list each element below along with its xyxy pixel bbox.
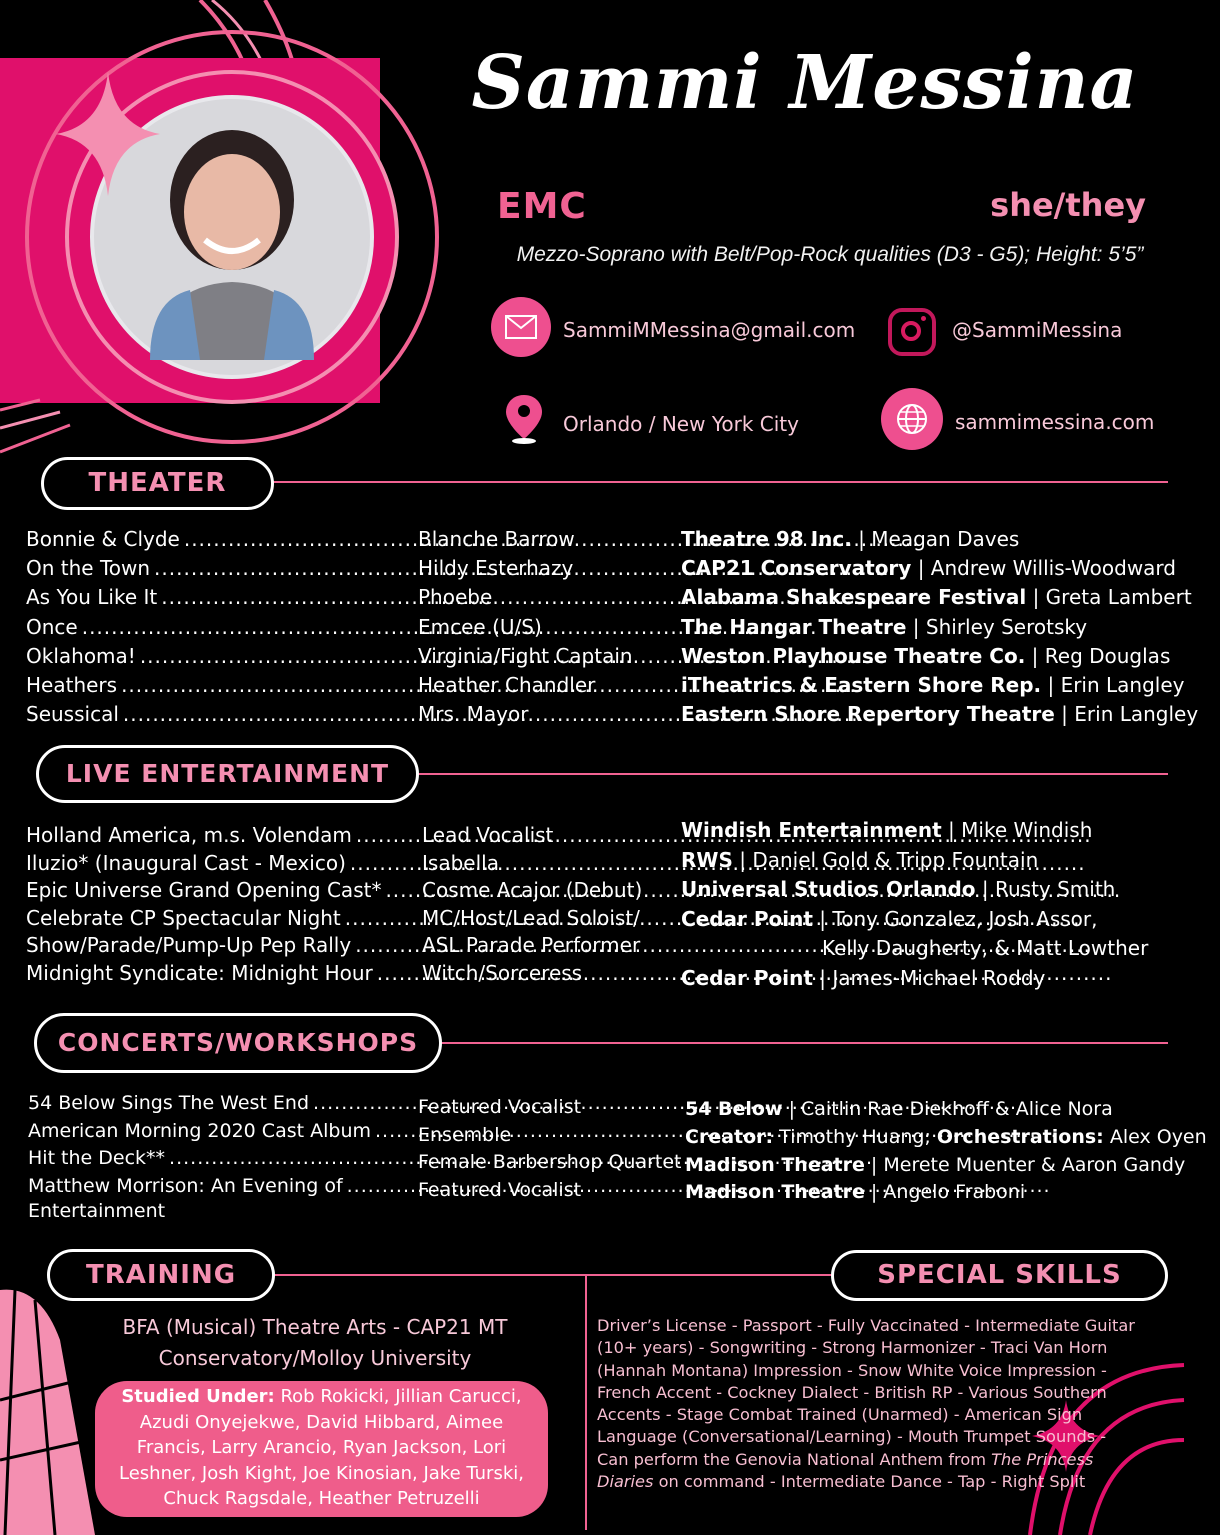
director-name: | Meagan Daves bbox=[851, 527, 1020, 551]
instagram-icon bbox=[888, 308, 936, 356]
show-title: On the Town bbox=[26, 556, 151, 581]
director-name: | Greta Lambert bbox=[1026, 585, 1192, 610]
credit-role: Cosme Acajor (Debut) bbox=[422, 878, 643, 902]
credit-role: Virginia/Fight Captain bbox=[418, 643, 633, 668]
studied-under-label: Studied Under: bbox=[121, 1386, 275, 1407]
director-name: | Reg Douglas bbox=[1025, 643, 1171, 668]
credit-role: Hildy Esterhazy bbox=[418, 556, 574, 581]
voice-type: Mezzo-Soprano with Belt/Pop-Rock qualities (D3 - G5); Height: 5’5” bbox=[516, 243, 1144, 266]
credit-role: Blanche Barrow bbox=[418, 527, 575, 551]
credit-company bbox=[685, 1154, 1185, 1176]
credit-show: Entertainment bbox=[28, 1200, 166, 1222]
credit-role: ASL Parade Performer bbox=[422, 933, 641, 957]
director-name: | Daniel Gold & Tripp Fountain bbox=[732, 847, 1039, 872]
section-header-special-skills: SPECIAL SKILLS bbox=[831, 1250, 1168, 1301]
studied-under-names: Rob Rokicki, Jillian Carucci, Azudi Onyejekwe, David Hibbard, Aimee Francis, Larry Arancio, Ryan Jackson, Lori Leshner, Josh Kight, Joe Kinosian, Jake Turski, Chuck Ragsdale, Heather Petruzelli bbox=[119, 1386, 524, 1509]
show-title: Holland America, m.s. Volendam bbox=[26, 823, 352, 847]
credit-role: Featured Vocalist bbox=[418, 1096, 582, 1118]
credit-role: Heather Chandler bbox=[418, 673, 596, 697]
credit-show bbox=[28, 1175, 410, 1197]
section-header-live-entertainment: LIVE ENTERTAINMENT bbox=[36, 745, 419, 803]
credit-company bbox=[685, 1126, 1207, 1148]
show-title: Midnight Syndicate: Midnight Hour bbox=[26, 960, 373, 985]
credit-company bbox=[681, 907, 1097, 931]
credit-role: MC/Host/Lead Soloist/ bbox=[422, 905, 640, 930]
show-title: Iluzio* (Inaugural Cast - Mexico) bbox=[26, 850, 346, 875]
company-name: Madison Theatre bbox=[685, 1181, 865, 1204]
company-name: Alabama Shakespeare Festival bbox=[681, 585, 1027, 610]
degree-line-2: Conservatory/Molloy University bbox=[158, 1346, 472, 1370]
company-name: The Hangar Theatre bbox=[681, 614, 907, 639]
credit-show bbox=[26, 878, 404, 902]
company-name: Theatre 98 Inc. bbox=[681, 527, 852, 551]
credit-show bbox=[28, 1092, 410, 1114]
section-header-training: TRAINING bbox=[47, 1249, 275, 1301]
company-name: RWS bbox=[681, 847, 733, 872]
credit-show bbox=[26, 556, 404, 580]
director-name: | Angelo Fraboni bbox=[864, 1181, 1026, 1204]
orchestrations-label: Orchestrations: bbox=[936, 1125, 1104, 1148]
skills-text: Driver’s License - Passport - Fully Vaccinated - Intermediate Guitar (10+ years) - Songwriting - Strong Harmonizer - Traci Van Horn (Hannah Montana) Impression - Snow White Voice Impression - French Accent - Cockney Dialect - British RP - Various Southern Accents - Stage Combat Trained (Unarmed) - American Sign Language (Conversational/Learning) - Mouth Trumpet Sounds - Can perform the Genovia National Anthem from bbox=[597, 1316, 1135, 1469]
degree-line-1: BFA (Musical) Theatre Arts - CAP21 MT bbox=[122, 1315, 508, 1339]
email-link[interactable]: SammiMMessina@gmail.com bbox=[563, 318, 856, 342]
company-name: Weston Playhouse Theatre Co. bbox=[681, 643, 1026, 668]
credit-show bbox=[26, 527, 404, 551]
credit-company bbox=[681, 966, 1045, 990]
director-name: | Mike Windish bbox=[941, 818, 1093, 842]
credit-company bbox=[681, 848, 1038, 872]
company-name: 54 Below bbox=[685, 1098, 783, 1120]
credit-role: Lead Vocalist bbox=[422, 823, 554, 847]
divider bbox=[440, 1042, 1168, 1044]
company-name: Cedar Point bbox=[681, 965, 813, 990]
show-title: Celebrate CP Spectacular Night bbox=[26, 905, 341, 930]
credit-show bbox=[26, 673, 404, 697]
orchestrations-name: Alex Oyen bbox=[1103, 1125, 1207, 1148]
credit-show bbox=[28, 1120, 410, 1142]
training-degree bbox=[60, 1312, 570, 1374]
director-name: | Merete Muenter & Aaron Gandy bbox=[864, 1153, 1186, 1176]
pronouns: she/they bbox=[990, 186, 1146, 224]
credit-company bbox=[681, 702, 1198, 726]
company-name: iTheatrics & Eastern Shore Rep. bbox=[681, 673, 1042, 697]
credit-role: Mrs. Mayor bbox=[418, 702, 529, 727]
director-name: | Caitlin Rae Diekhoff & Alice Nora bbox=[782, 1098, 1113, 1120]
credit-company bbox=[681, 877, 1115, 901]
credit-company bbox=[681, 673, 1184, 697]
studied-under-box bbox=[95, 1381, 548, 1517]
credit-company bbox=[681, 527, 1019, 551]
director-name: | James-Michael Roddy bbox=[812, 965, 1046, 990]
credit-show bbox=[26, 585, 404, 609]
director-name: | Tony Gonzalez, Josh Assor, bbox=[812, 906, 1098, 931]
credit-show bbox=[28, 1147, 410, 1169]
show-title: Bonnie & Clyde bbox=[26, 527, 180, 551]
director-name: | Shirley Serotsky bbox=[906, 614, 1088, 639]
show-title: Heathers bbox=[26, 673, 118, 697]
company-name: Cedar Point bbox=[681, 906, 813, 931]
director-name: | Erin Langley bbox=[1041, 673, 1185, 697]
credit-company bbox=[681, 644, 1170, 668]
candidate-name: Sammi Messina bbox=[471, 40, 1139, 126]
globe-icon bbox=[881, 388, 943, 450]
creator-name: Timothy Huang; bbox=[773, 1125, 937, 1148]
website-link[interactable]: sammimessina.com bbox=[955, 410, 1155, 434]
credit-show bbox=[26, 615, 404, 639]
skills-text-end: on command - Intermediate Dance - Tap - Right Split bbox=[653, 1472, 1086, 1492]
company-name: Windish Entertainment bbox=[681, 818, 942, 842]
credit-company bbox=[822, 936, 1148, 960]
credit-role: Ensemble bbox=[418, 1123, 512, 1146]
director-name: | Rusty Smith bbox=[975, 877, 1116, 901]
credit-show bbox=[26, 906, 404, 930]
section-header-concerts-workshops: CONCERTS/WORKSHOPS bbox=[34, 1013, 442, 1073]
credit-company bbox=[681, 585, 1192, 609]
vertical-divider bbox=[585, 1275, 587, 1530]
company-name: Universal Studios Orlando bbox=[681, 877, 976, 901]
show-title: Oklahoma! bbox=[26, 643, 136, 668]
credit-show bbox=[26, 933, 404, 957]
credit-company bbox=[681, 556, 1176, 580]
credit-company bbox=[685, 1181, 1025, 1203]
director-name: | Erin Langley bbox=[1054, 702, 1199, 727]
credit-role: Witch/Sorceress bbox=[422, 960, 583, 985]
credit-role: Emcee (U/S) bbox=[418, 614, 542, 639]
show-title: American Morning 2020 Cast Album bbox=[28, 1119, 371, 1142]
skills-text-italic: The Princess Diaries bbox=[597, 1449, 1094, 1492]
creator-label: Creator: bbox=[685, 1125, 774, 1148]
credit-company bbox=[681, 615, 1087, 639]
credit-role: Featured Vocalist bbox=[418, 1178, 582, 1201]
show-title: Show/Parade/Pump-Up Pep Rally bbox=[26, 933, 352, 957]
show-title: Once bbox=[26, 614, 78, 639]
location-pin-icon bbox=[504, 393, 544, 445]
company-name: Madison Theatre bbox=[685, 1153, 865, 1176]
company-name: CAP21 Conservatory bbox=[681, 556, 912, 581]
credit-show bbox=[26, 702, 404, 726]
credit-show bbox=[26, 851, 404, 875]
divider bbox=[270, 1274, 832, 1276]
email-icon bbox=[491, 297, 551, 357]
section-header-theater: THEATER bbox=[41, 457, 274, 510]
credit-show bbox=[26, 644, 404, 668]
instagram-link[interactable]: @SammiMessina bbox=[952, 318, 1123, 342]
credit-role: Female Barbershop Quartet bbox=[418, 1151, 682, 1173]
location-text: Orlando / New York City bbox=[563, 412, 799, 436]
divider bbox=[415, 773, 1168, 775]
company-name: Eastern Shore Repertory Theatre bbox=[681, 702, 1055, 727]
credit-role: Isabella bbox=[422, 850, 499, 875]
credit-company bbox=[685, 1098, 1113, 1120]
show-title: Hit the Deck** bbox=[28, 1147, 166, 1169]
special-skills-text bbox=[597, 1315, 1142, 1493]
show-title: As You Like It bbox=[26, 585, 158, 610]
credit-show bbox=[26, 961, 404, 985]
show-title: 54 Below Sings The West End bbox=[28, 1092, 310, 1114]
director-name: | Andrew Willis-Woodward bbox=[911, 556, 1176, 581]
director-name: Kelly Daugherty, & Matt Lowther bbox=[822, 936, 1149, 960]
union-status: EMC bbox=[497, 186, 587, 227]
show-title: Seussical bbox=[26, 702, 119, 727]
credit-show bbox=[26, 823, 404, 847]
show-title: Matthew Morrison: An Evening of bbox=[28, 1174, 343, 1197]
divider bbox=[270, 481, 1168, 483]
credit-company bbox=[681, 818, 1092, 842]
credit-role: Phoebe bbox=[418, 585, 493, 610]
show-title: Epic Universe Grand Opening Cast* bbox=[26, 878, 382, 902]
